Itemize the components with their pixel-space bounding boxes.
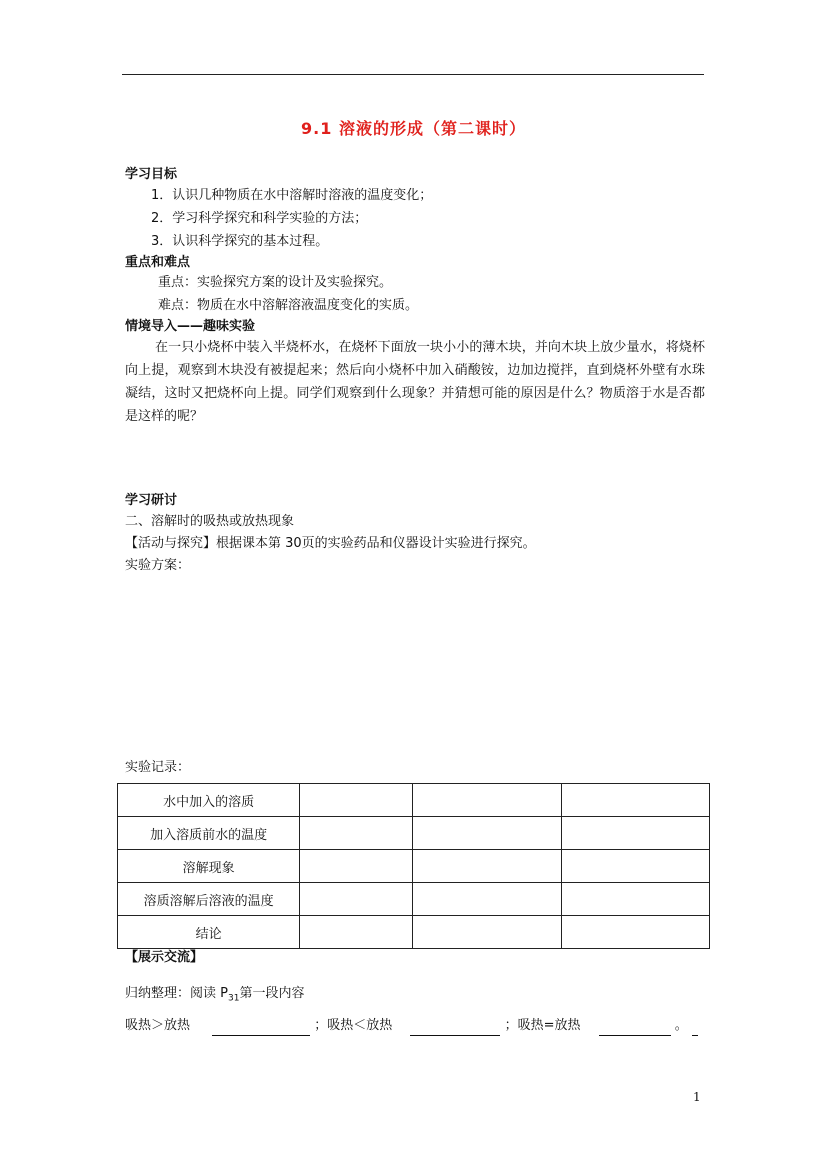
table-cell[interactable] [561, 784, 709, 817]
study-heading: 学习研讨 [125, 493, 178, 508]
induce-subscript: 31 [227, 993, 240, 1004]
row-label: 溶解现象 [118, 850, 300, 883]
intro-text: 在一只小烧杯中装入半烧杯水，在烧杯下面放一块小小的薄木块，并向木块上放少量水，将烧杯向上提，观察到木块没有被提起来；然后向小烧杯中加入硝酸铵，边加边搅拌，直到烧杯外壁有水珠凝结，这时又把烧杯向上提。同学们观察到什么现象？并猜想可能的原因是什么？物质溶于水是否都是这样的呢？ [125, 340, 705, 424]
table-cell[interactable] [300, 883, 413, 916]
record-table [117, 783, 710, 949]
blank-3[interactable] [599, 1021, 671, 1036]
table-cell[interactable] [561, 916, 709, 949]
row-label: 结论 [118, 916, 300, 949]
table-cell[interactable] [300, 817, 413, 850]
table-cell[interactable] [561, 883, 709, 916]
row-label: 水中加入的溶质 [118, 784, 300, 817]
table-cell[interactable] [300, 916, 413, 949]
compare-line [125, 1016, 698, 1036]
goals-heading: 学习目标 [125, 167, 178, 182]
table-cell[interactable] [561, 817, 709, 850]
focus-key: 重点：实验探究方案的设计及实验探究。 [158, 275, 393, 290]
table-row [118, 817, 710, 850]
table-cell[interactable] [300, 850, 413, 883]
goal-item-3: 3．认识科学探究的基本过程。 [151, 234, 329, 249]
table-row [118, 916, 710, 949]
compare-end: 。 [674, 1018, 688, 1033]
study-activity: 【活动与探究】根据课本第 30页的实验药品和仪器设计实验进行探究。 [125, 536, 536, 551]
blank-1[interactable] [212, 1021, 310, 1036]
table-cell[interactable] [561, 850, 709, 883]
induce-suffix: 第一段内容 [239, 986, 305, 1001]
focus-heading: 重点和难点 [125, 255, 191, 270]
table-cell[interactable] [413, 850, 561, 883]
compare-2: ；吸热＜放热 [314, 1018, 393, 1033]
compare-1: 吸热＞放热 [125, 1018, 191, 1033]
record-label: 实验记录： [125, 760, 191, 775]
page-number: 1 [693, 1090, 701, 1104]
intro-heading: 情境导入——趣味实验 [125, 319, 256, 334]
table-cell[interactable] [413, 817, 561, 850]
row-label: 溶质溶解后溶液的温度 [118, 883, 300, 916]
blank-tail [692, 1021, 698, 1036]
blank-2[interactable] [410, 1021, 500, 1036]
goal-item-2: 2．学习科学探究和科学实验的方法； [151, 211, 368, 226]
table-row [118, 784, 710, 817]
row-label: 加入溶质前水的温度 [118, 817, 300, 850]
table-cell[interactable] [413, 883, 561, 916]
induce-prefix: 归纳整理：阅读 P [125, 986, 228, 1001]
header-rule [122, 74, 704, 75]
page-title: 9.1 溶液的形成（第二课时） [301, 119, 526, 138]
table-row [118, 850, 710, 883]
focus-difficult: 难点：物质在水中溶解溶液温度变化的实质。 [158, 298, 419, 313]
intro-paragraph [125, 336, 705, 428]
table-row [118, 883, 710, 916]
table-cell[interactable] [413, 916, 561, 949]
plan-label: 实验方案： [125, 558, 191, 573]
induce-line [125, 984, 304, 1009]
goal-item-1: 1．认识几种物质在水中溶解时溶液的温度变化； [151, 188, 433, 203]
table-cell[interactable] [413, 784, 561, 817]
exchange-heading: 【展示交流】 [125, 950, 204, 965]
compare-3: ；吸热=放热 [504, 1018, 581, 1033]
study-section: 二、溶解时的吸热或放热现象 [125, 514, 295, 529]
table-cell[interactable] [300, 784, 413, 817]
